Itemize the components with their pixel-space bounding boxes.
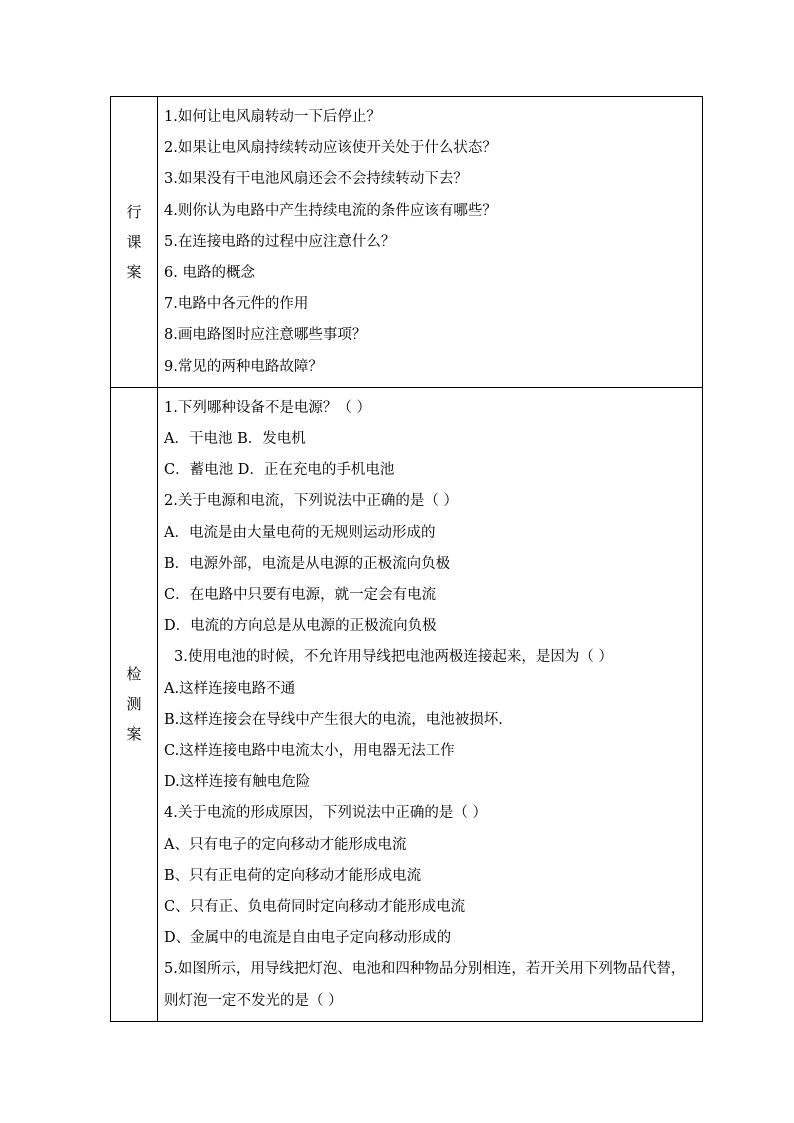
lesson-question: 1.如何让电风扇转动一下后停止？ — [164, 109, 381, 125]
option-line: D、金属中的电流是自由电子定向移动形成的 — [164, 930, 452, 947]
question-1: 1.下列哪种设备不是电源？（ ） — [164, 399, 371, 416]
worksheet-table — [110, 96, 703, 1022]
lesson-question: 6. 电路的概念 — [164, 265, 255, 282]
lesson-label — [111, 97, 158, 388]
lesson-question: 4.则你认为电路中产生持续电流的条件应该有哪些？ — [164, 202, 497, 219]
option-line: A、只有电子的定向移动才能形成电流 — [164, 836, 407, 853]
option-line: B.这样连接会在导线中产生很大的电流，电池被损坏. — [164, 711, 503, 728]
lesson-question: 5.在连接电路的过程中应注意什么？ — [164, 233, 396, 250]
test-content — [158, 387, 703, 1021]
lesson-question: 8.画电路图时应注意哪些事项？ — [164, 327, 367, 344]
lesson-row — [111, 97, 703, 388]
test-label-char: 案 — [126, 725, 142, 744]
question-3: 3.使用电池的时候，不允许用导线把电池两极连接起来，是因为（ ） — [174, 649, 613, 666]
option-line: C.这样连接电路中电流太小，用电器无法工作 — [164, 743, 455, 760]
lesson-question: 3.如果没有干电池风扇还会不会持续转动下去？ — [164, 171, 468, 188]
option-line: D.这样连接有触电危险 — [164, 774, 311, 791]
lesson-content — [158, 97, 703, 388]
question-5: 5.如图所示，用导线把灯泡、电池和四种物品分别相连，若开关用下列物品代替，则灯泡一定不发光的是（ ） — [164, 961, 686, 1009]
lesson-question: 2.如果让电风扇持续转动应该使开关处于什么状态？ — [164, 140, 497, 157]
option-line: D．电流的方向总是从电源的正极流向负极 — [164, 618, 437, 635]
lesson-question: 9.常见的两种电路故障？ — [164, 358, 323, 375]
test-label-char: 测 — [126, 695, 142, 714]
lesson-label-char: 课 — [126, 232, 142, 251]
test-row — [111, 387, 703, 1021]
question-4: 4.关于电流的形成原因，下列说法中正确的是（ ） — [164, 805, 487, 822]
test-label-char: 检 — [126, 665, 142, 684]
option-line: A．电流是由大量电荷的无规则运动形成的 — [164, 524, 436, 541]
option-line: C、只有正、负电荷同时定向移动才能形成电流 — [164, 899, 466, 916]
option-line: C．在电路中只要有电源，就一定会有电流 — [164, 587, 437, 604]
option-line: C．蓄电池 D．正在充电的手机电池 — [164, 462, 395, 479]
option-line: B、只有正电荷的定向移动才能形成电流 — [164, 867, 422, 884]
lesson-label-char: 案 — [126, 262, 142, 281]
lesson-label-char: 行 — [126, 202, 142, 221]
option-line: A．干电池 B．发电机 — [164, 431, 306, 448]
option-line: A.这样连接电路不通 — [164, 680, 296, 697]
worksheet — [110, 96, 703, 1022]
test-label — [111, 387, 158, 1021]
question-2: 2.关于电源和电流，下列说法中正确的是（ ） — [164, 493, 458, 510]
option-line: B．电源外部，电流是从电源的正极流向负极 — [164, 555, 451, 572]
lesson-question: 7.电路中各元件的作用 — [164, 296, 309, 313]
